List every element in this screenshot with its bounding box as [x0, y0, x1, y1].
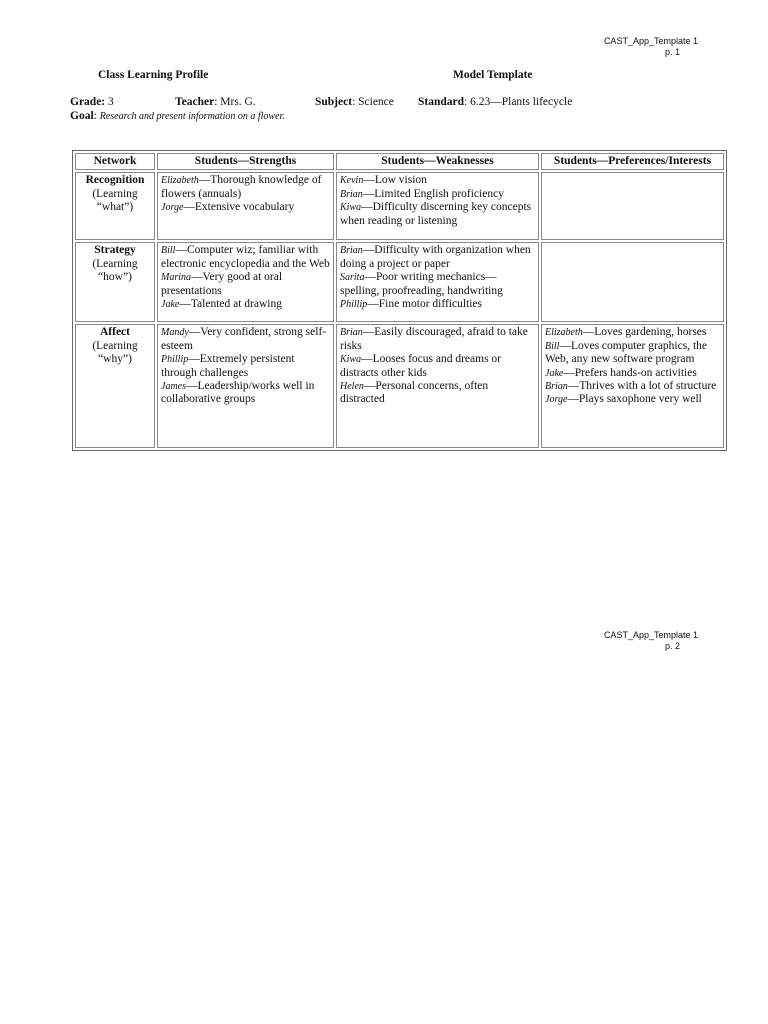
teacher-label: Teacher [175, 96, 215, 108]
student-note: —Difficulty discerning key concepts when reading or listening [340, 201, 532, 227]
page-header-p1 [560, 36, 698, 58]
header-page-number: p. 1 [664, 47, 680, 57]
student-entry [161, 298, 330, 311]
student-entry [340, 174, 535, 187]
strengths-cell [157, 172, 334, 240]
student-name: James [161, 381, 186, 393]
grade-value: 3 [105, 96, 114, 108]
student-name: Brian [340, 188, 363, 200]
student-entry [161, 244, 330, 271]
student-name: Jake [161, 299, 180, 311]
student-note: —Prefers hands-on activities [563, 366, 697, 379]
weaknesses-cell [336, 242, 539, 322]
weaknesses-cell [336, 172, 539, 240]
header-doc-name: CAST_App_Template 1 [603, 36, 698, 46]
student-note: —Talented at drawing [179, 298, 282, 311]
student-entry [340, 244, 535, 271]
preferences-cell [541, 324, 724, 448]
student-entry [340, 298, 535, 311]
subject-label: Subject [315, 96, 353, 108]
student-name: Jorge [161, 202, 184, 214]
student-note: —Loves computer graphics, the Web, any new software program [545, 339, 707, 366]
student-note: —Computer wiz; familiar with electronic encyclopedia and the Web [161, 244, 330, 270]
meta-grade [70, 96, 114, 108]
standard-value: : 6.23—Plants lifecycle [464, 96, 573, 108]
subject-value: : Science [352, 96, 394, 108]
student-note: —Extensive vocabulary [183, 201, 295, 214]
student-entry [161, 201, 330, 214]
student-name: Kevin [340, 175, 364, 187]
network-subtitle: “what”) [96, 201, 134, 214]
goal-label: Goal [70, 110, 94, 122]
table-row [75, 324, 724, 448]
student-note: —Plays saxophone very well [567, 393, 702, 406]
weaknesses-cell [336, 324, 539, 448]
meta-teacher [175, 96, 256, 108]
table-header-row [75, 153, 724, 170]
student-entry [161, 326, 330, 353]
student-note: —Thrives with a lot of structure [567, 380, 717, 393]
student-entry [161, 380, 330, 407]
student-name: Mandy [161, 327, 189, 339]
network-name: Strategy [94, 244, 136, 257]
student-note: —Limited English proficiency [362, 187, 504, 200]
student-name: Marina [161, 272, 191, 284]
student-note: —Looses focus and dreams or distracts other kids [340, 353, 502, 379]
student-name: Elizabeth [545, 327, 583, 339]
student-entry [545, 393, 720, 406]
meta-goal: Goal: Research and present information on a flower. [70, 110, 285, 122]
student-name: Bill [161, 245, 176, 257]
preferences-cell [541, 172, 724, 240]
network-subtitle: “why”) [98, 353, 132, 366]
student-entry [340, 271, 535, 298]
student-note: —Poor writing mechanics—spelling, proofreading, handwriting [340, 271, 503, 297]
student-entry [340, 380, 535, 407]
network-cell [75, 172, 155, 240]
strengths-cell [157, 242, 334, 322]
student-name: Brian [340, 245, 363, 257]
student-note: —Extremely persistent through challenges [161, 353, 295, 379]
student-note: —Very confident, strong self-esteem [161, 326, 327, 352]
student-name: Phillip [161, 354, 189, 366]
student-entry [340, 201, 535, 228]
student-note: —Personal concerns, often distracted [340, 380, 489, 406]
standard-label: Standard [418, 96, 465, 108]
network-name: Affect [99, 326, 130, 339]
student-name: Bill [545, 340, 560, 352]
student-name: Kiwa [340, 354, 362, 366]
student-entry [545, 326, 720, 339]
grade-label: Grade: [70, 96, 106, 108]
student-note: —Low vision [363, 174, 427, 187]
network-subtitle: (Learning [92, 339, 138, 352]
network-subtitle: (Learning [92, 187, 138, 200]
student-name: Jorge [545, 394, 568, 406]
strengths-cell [157, 324, 334, 448]
network-cell [75, 324, 155, 448]
student-note: —Thorough knowledge of flowers (annuals) [161, 174, 322, 200]
student-note: —Difficulty with organization when doing a project or paper [340, 244, 531, 270]
goal-value: Research and present information on a flower. [99, 111, 285, 122]
student-entry [545, 367, 720, 380]
document-title: Class Learning Profile [98, 69, 209, 81]
student-entry [161, 353, 330, 380]
table-row [75, 172, 724, 240]
header-page-number: p. 2 [664, 641, 680, 651]
student-name: Brian [340, 327, 363, 339]
student-entry [545, 340, 720, 367]
col-header-network: Network [75, 153, 155, 170]
table-row [75, 242, 724, 322]
student-name: Elizabeth [161, 175, 199, 187]
student-entry [161, 174, 330, 201]
student-note: —Leadership/works well in collaborative groups [161, 380, 315, 406]
student-name: Kiwa [340, 202, 362, 214]
network-cell [75, 242, 155, 322]
preferences-cell [541, 242, 724, 322]
teacher-value: : Mrs. G. [214, 96, 256, 108]
meta-standard [418, 96, 572, 108]
meta-subject [315, 96, 394, 108]
network-subtitle: (Learning [92, 257, 138, 270]
student-note: —Fine motor difficulties [367, 298, 483, 311]
student-note: —Easily discouraged, afraid to take risks [340, 326, 528, 352]
student-note: —Very good at oral presentations [161, 271, 283, 297]
student-note: —Loves gardening, horses [582, 326, 707, 339]
learning-profile-table [72, 150, 727, 451]
network-name: Recognition [85, 174, 145, 187]
network-subtitle: “how”) [98, 271, 132, 284]
student-entry [340, 353, 535, 380]
student-name: Phillip [340, 299, 368, 311]
student-name: Jake [545, 367, 564, 379]
col-header-weaknesses: Students—Weaknesses [336, 153, 539, 170]
student-entry [340, 326, 535, 353]
student-name: Helen [340, 381, 364, 393]
student-entry [545, 380, 720, 393]
template-label: Model Template [453, 69, 533, 81]
col-header-preferences: Students—Preferences/Interests [541, 153, 724, 170]
student-name: Sarita [340, 272, 365, 284]
page-header-p2 [560, 630, 698, 652]
student-name: Brian [545, 381, 568, 393]
col-header-strengths: Students—Strengths [157, 153, 334, 170]
student-entry [340, 188, 535, 201]
header-doc-name: CAST_App_Template 1 [603, 630, 698, 640]
student-entry [161, 271, 330, 298]
